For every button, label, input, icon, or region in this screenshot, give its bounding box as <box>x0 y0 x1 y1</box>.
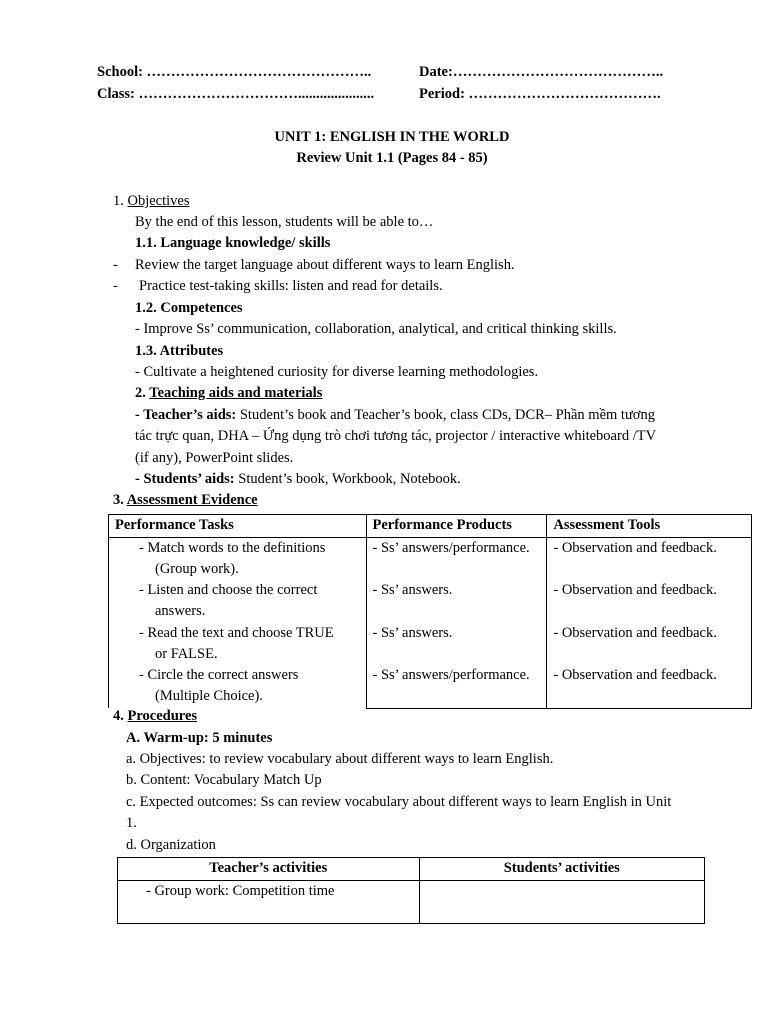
class-field: Class: ……………………………..................... <box>97 86 375 102</box>
attributes-heading: 1.3. Attributes <box>135 343 224 359</box>
task-line: (Multiple Choice). <box>155 688 263 704</box>
tool-cell <box>547 537 752 708</box>
school-field: School: ……………………………………….. <box>97 64 372 80</box>
warmup-outcomes: c. Expected outcomes: Ss can review vocabulary about different ways to learn English in Unit <box>126 794 672 810</box>
bullet-dash: - <box>113 278 118 294</box>
assessment-title: Assessment Evidence <box>126 492 258 508</box>
task-cell <box>109 537 367 708</box>
tool-item: - Observation and feedback. <box>553 539 717 556</box>
teacher-aids-text: Student’s book and Teacher’s book, class CDs, DCR– Phần mềm tương <box>236 407 655 423</box>
assessment-heading <box>113 492 258 509</box>
task-line: answers. <box>155 603 206 619</box>
objectives-intro: By the end of this lesson, students will be able to… <box>135 214 434 230</box>
section-number: 1. <box>113 193 128 209</box>
section-number: 3. <box>113 492 127 508</box>
product-item: - Ss’ answers/performance. <box>372 539 530 556</box>
table-header-row <box>109 515 752 538</box>
product-item: - Ss’ answers. <box>372 582 453 598</box>
task-line: - Read the text and choose TRUE <box>139 624 334 641</box>
objectives-heading <box>113 193 190 210</box>
teacher-aids-line-1 <box>135 407 655 424</box>
table-row <box>109 537 752 708</box>
warmup-heading: A. Warm-up: 5 minutes <box>126 730 273 746</box>
objective-bullet-2: Practice test-taking skills: listen and read for details. <box>139 278 443 294</box>
column-header: Performance Tasks <box>109 515 367 538</box>
column-header: Teacher’s activities <box>118 858 420 881</box>
review-title: Review Unit 1.1 (Pages 84 - 85) <box>296 150 488 166</box>
task-line: - Match words to the definitions <box>139 539 326 556</box>
competences-text: - Improve Ss’ communication, collaboration, analytical, and critical thinking skills. <box>135 321 617 337</box>
student-aids-line <box>135 471 461 488</box>
warmup-objectives: a. Objectives: to review vocabulary about different ways to learn English. <box>126 751 554 767</box>
teaching-aids-heading <box>135 385 322 402</box>
product-cell <box>366 537 547 708</box>
table-row <box>118 880 705 923</box>
unit-title: UNIT 1: ENGLISH IN THE WORLD <box>274 129 510 145</box>
column-header: Students’ activities <box>419 858 704 881</box>
period-field: Period: …………………………………. <box>419 86 661 102</box>
teacher-aids-label: - Teacher’s aids: <box>135 407 237 423</box>
student-aids-text: Student’s book, Workbook, Notebook. <box>234 471 461 487</box>
product-item: - Ss’ answers. <box>372 624 453 641</box>
task-line: - Circle the correct answers <box>139 667 299 683</box>
teacher-aids-line-2: tác trực quan, DHA – Ứng dụng trò chơi tương tác, projector / interactive whiteboard /TV <box>135 428 657 444</box>
column-header: Performance Products <box>366 515 547 538</box>
bullet-dash: - <box>113 257 118 273</box>
task-line: or FALSE. <box>155 645 218 662</box>
product-item: - Ss’ answers/performance. <box>372 667 530 683</box>
task-line: - Listen and choose the correct <box>139 582 318 598</box>
teaching-aids-title: Teaching aids and materials <box>149 385 323 401</box>
tool-item: - Observation and feedback. <box>553 582 717 598</box>
student-activity-cell <box>419 880 704 923</box>
procedures-title: Procedures <box>127 708 198 724</box>
tool-item: - Observation and feedback. <box>553 624 717 641</box>
teacher-activity-cell: - Group work: Competition time <box>118 880 420 923</box>
attributes-text: - Cultivate a heightened curiosity for diverse learning methodologies. <box>135 364 539 380</box>
student-aids-label: - Students’ aids: <box>135 471 235 487</box>
tool-item: - Observation and feedback. <box>553 667 717 683</box>
column-header: Assessment Tools <box>547 515 752 538</box>
warmup-organization: d. Organization <box>126 837 216 853</box>
warmup-content: b. Content: Vocabulary Match Up <box>126 772 322 788</box>
objectives-title: Objectives <box>127 193 190 209</box>
section-number: 2. <box>135 385 150 401</box>
warmup-outcomes-cont: 1. <box>126 815 137 831</box>
procedures-heading <box>113 708 197 725</box>
language-knowledge-heading: 1.1. Language knowledge/ skills <box>135 235 331 251</box>
table-header-row <box>118 858 705 881</box>
organization-table <box>117 857 705 924</box>
objective-bullet-1: Review the target language about different ways to learn English. <box>135 257 515 273</box>
date-field: Date:…………………………………….. <box>419 64 664 80</box>
competences-heading: 1.2. Competences <box>135 300 243 316</box>
task-line: (Group work). <box>155 560 239 577</box>
assessment-table <box>108 514 752 709</box>
section-number: 4. <box>113 708 128 724</box>
teacher-aids-line-3: (if any), PowerPoint slides. <box>135 450 294 466</box>
